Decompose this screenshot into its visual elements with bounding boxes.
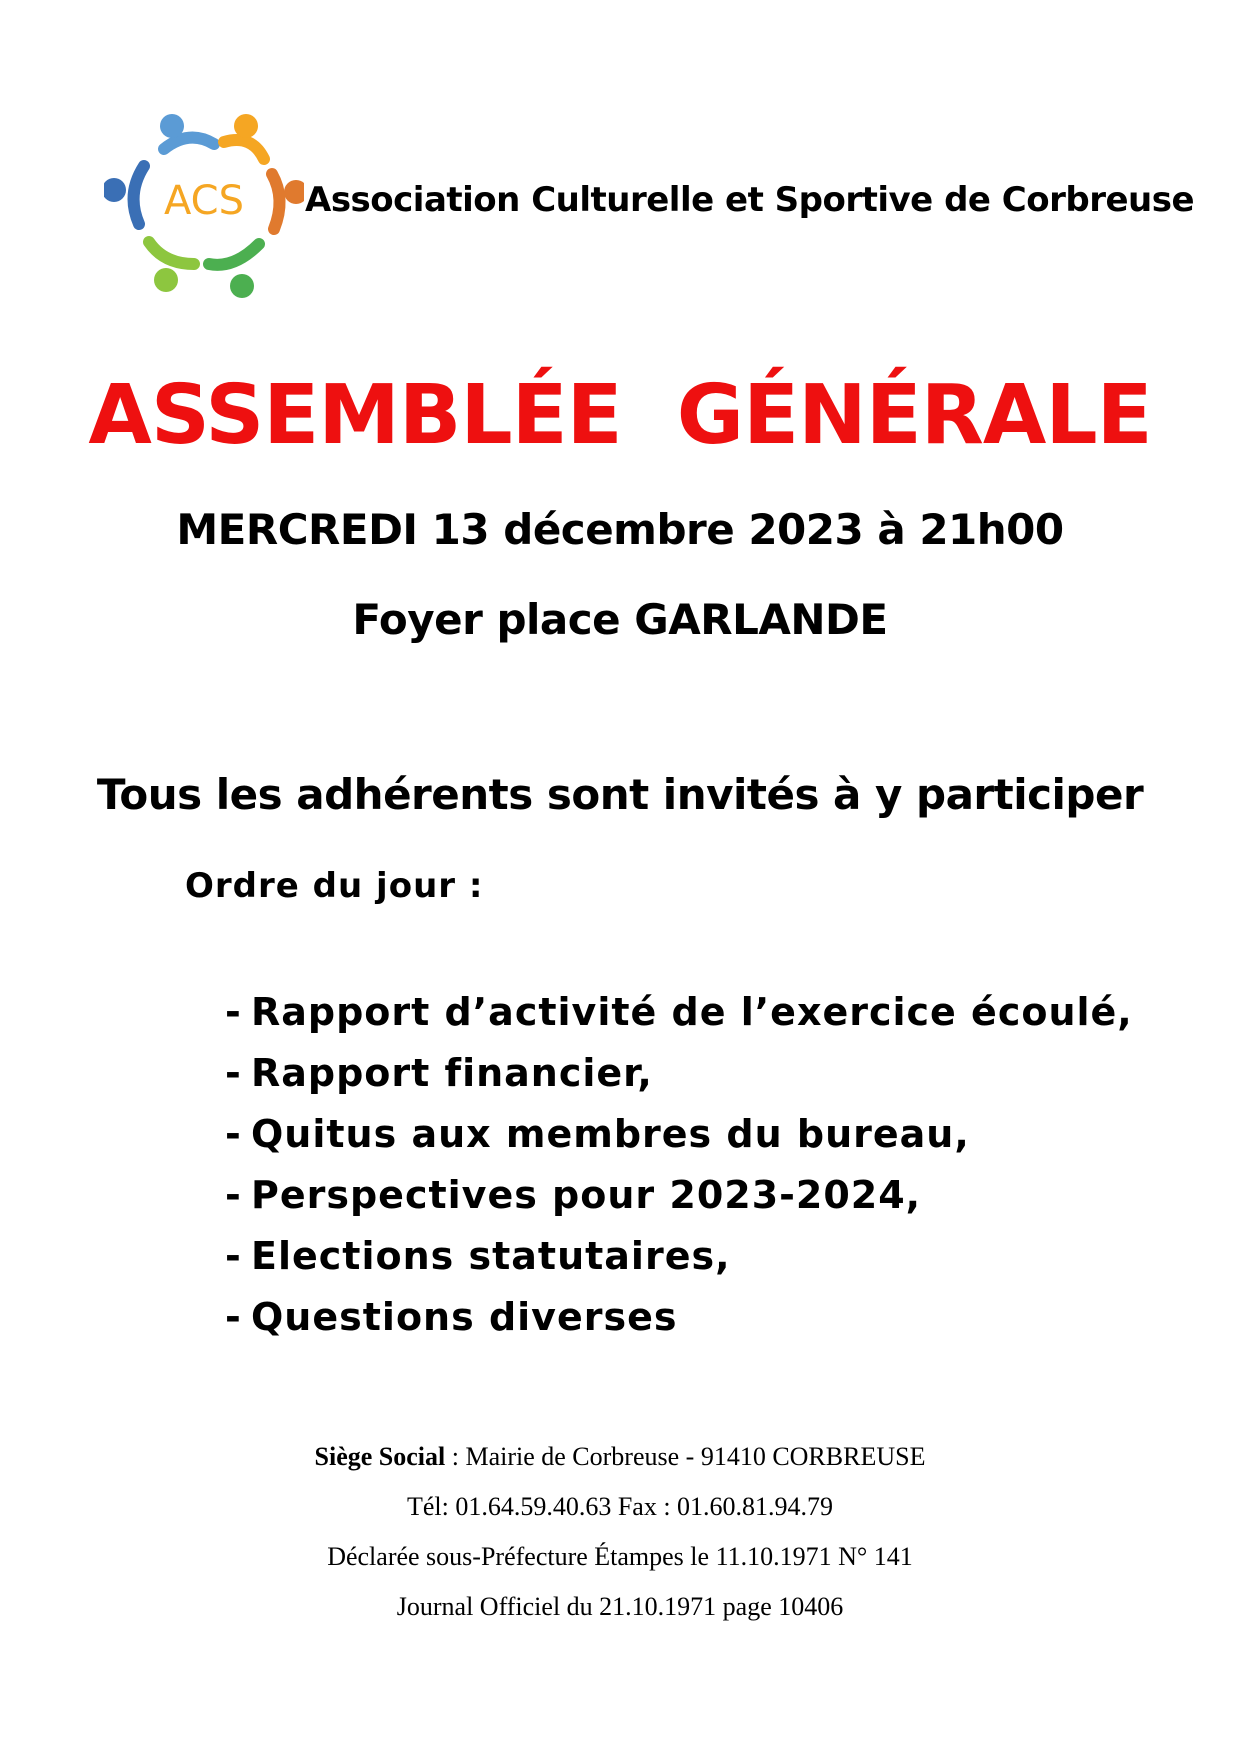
agenda-list <box>225 982 1133 1348</box>
agenda-label: Ordre du jour : <box>185 866 484 906</box>
logo-text: ACS <box>164 178 244 224</box>
event-date: MERCREDI 13 décembre 2023 à 21h00 <box>176 505 1064 554</box>
footer-journal: Journal Officiel du 21.10.1971 page 10406 <box>396 1592 844 1621</box>
acs-logo <box>104 104 304 304</box>
agenda-item: - Quitus aux membres du bureau, <box>225 1112 970 1156</box>
invitation-text: Tous les adhérents sont invités à y participer <box>96 770 1144 819</box>
agenda-item: - Elections statutaires, <box>225 1234 731 1278</box>
organization-name: Association Culturelle et Sportive de Corbreuse <box>305 180 1195 220</box>
footer-headquarters-label: Siège Social <box>314 1442 446 1471</box>
agenda-item: - Perspectives pour 2023-2024, <box>225 1173 922 1217</box>
footer-phone: Tél: 01.64.59.40.63 Fax : 01.60.81.94.79 <box>406 1492 834 1521</box>
agenda-item: - Questions diverses <box>225 1295 678 1339</box>
footer-headquarters-value: : Mairie de Corbreuse - 91410 CORBREUSE <box>445 1442 926 1471</box>
agenda-item: - Rapport financier, <box>225 1051 653 1095</box>
page-title: ASSEMBLÉE GÉNÉRALE <box>88 368 1152 463</box>
event-place: Foyer place GARLANDE <box>352 595 888 644</box>
agenda-item: - Rapport d’activité de l’exercice écoulé, <box>225 990 1133 1034</box>
footer-headquarters <box>0 1442 1240 1472</box>
footer-declaration: Déclarée sous-Préfecture Étampes le 11.10.1971 N° 141 <box>327 1542 913 1571</box>
